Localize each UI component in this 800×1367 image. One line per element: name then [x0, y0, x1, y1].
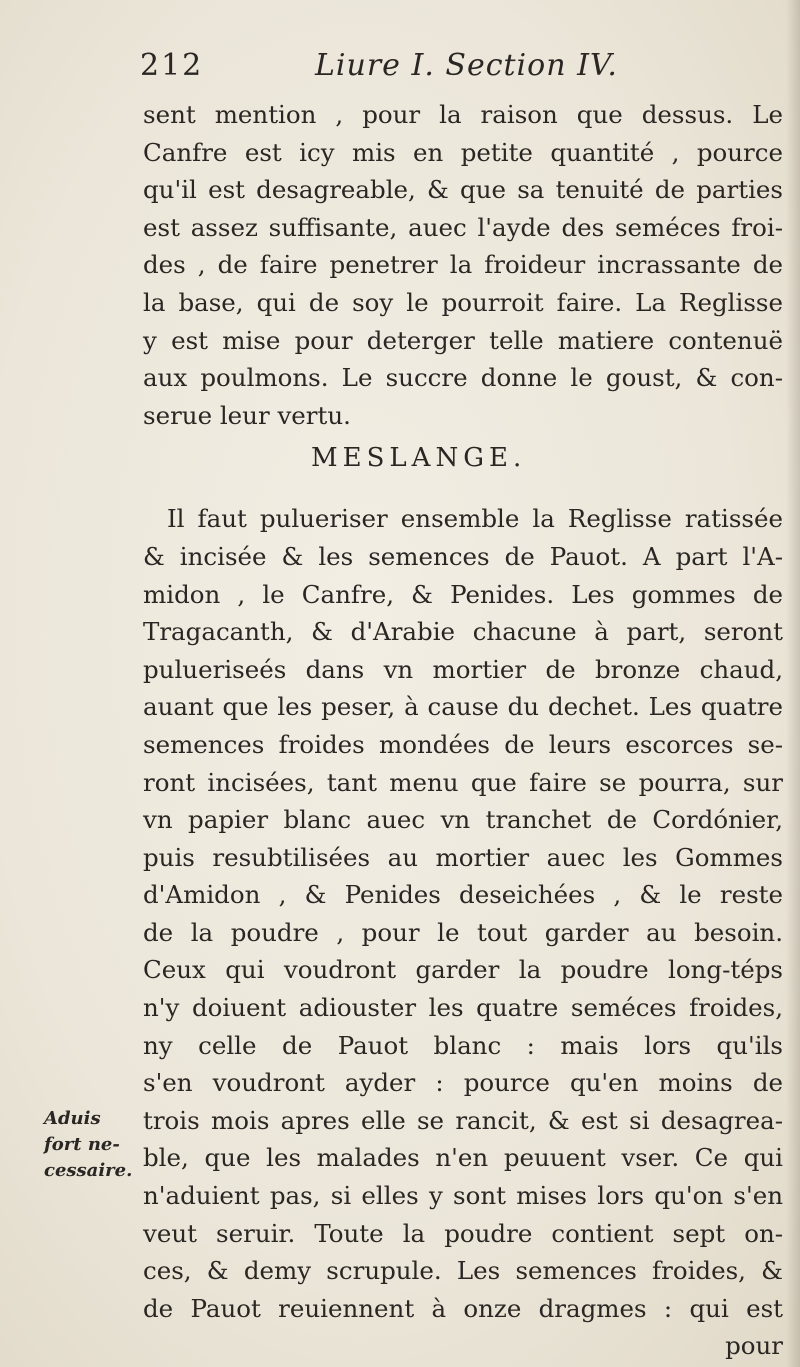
- text-line: veut seruir. Toute la poudre contient sept on-: [143, 1218, 783, 1248]
- text-line: vn papier blanc auec vn tranchet de Cordónier,: [143, 805, 783, 835]
- text-line: pulueriseés dans vn mortier de bronze chaud,: [143, 654, 783, 684]
- text-line: ront incisées, tant menu que faire se pourra, sur: [143, 767, 783, 797]
- page-edge-shadow: [786, 0, 800, 1367]
- catchword: pour: [725, 1331, 783, 1361]
- text-line: Ceux qui voudront garder la poudre long-téps: [143, 955, 783, 985]
- text-line: midon , le Canfre, & Penides. Les gommes de: [143, 579, 783, 609]
- text-line: n'y doiuent adiouster les quatre seméces froides,: [143, 993, 783, 1023]
- text-line: semences froides mondées de leurs escorces se-: [143, 729, 783, 759]
- text-line: des , de faire penetrer la froideur incrassante de: [143, 250, 783, 280]
- running-head: Liure I. Section IV.: [315, 48, 618, 83]
- text-line: trois mois apres elle se rancit, & est si desagrea-: [143, 1105, 783, 1135]
- text-line: serue leur vertu.: [143, 400, 351, 430]
- text-line: d'Amidon , & Penides deseichées , & le reste: [143, 880, 783, 910]
- text-line: ces, & demy scrupule. Les semences froides, &: [143, 1256, 783, 1286]
- text-line: & incisée & les semences de Pauot. A part l'A-: [143, 541, 783, 571]
- text-line: puis resubtilisées au mortier auec les Gommes: [143, 842, 783, 872]
- text-line: y est mise pour deterger telle matiere contenuë: [143, 325, 783, 355]
- text-line: de la poudre , pour le tout garder au besoin.: [143, 917, 783, 947]
- margin-note-line: Aduis: [44, 1108, 101, 1129]
- text-line: ny celle de Pauot blanc : mais lors qu'ils: [143, 1030, 783, 1060]
- text-line: est assez suffisante, auec l'ayde des seméces froi-: [143, 212, 783, 242]
- text-line: ble, que les malades n'en peuuent vser. Ce qui: [143, 1143, 783, 1173]
- text-line: sent mention , pour la raison que dessus. Le: [143, 100, 783, 129]
- text-line: qu'il est desagreable, & que sa tenuité de parties: [143, 175, 783, 205]
- text-line: de Pauot reuiennent à onze dragmes : qui est: [143, 1293, 783, 1323]
- text-line: aux poulmons. Le succre donne le goust, & con-: [143, 363, 783, 393]
- margin-note-line: cessaire.: [44, 1160, 133, 1181]
- text-line: Tragacanth, & d'Arabie chacune à part, seront: [143, 617, 783, 647]
- text-line: Canfre est icy mis en petite quantité , pource: [143, 137, 783, 167]
- page-number: 212: [140, 48, 204, 83]
- text-line: n'aduient pas, si elles y sont mises lors qu'on s'en: [143, 1181, 783, 1211]
- margin-note: [44, 1106, 139, 1184]
- margin-note-line: fort ne-: [44, 1134, 120, 1155]
- text-line: la base, qui de soy le pourroit faire. La Reglisse: [143, 287, 783, 317]
- section-heading: MESLANGE.: [311, 443, 527, 474]
- body-text: [143, 96, 783, 1365]
- text-line: s'en voudront ayder : pource qu'en moins de: [143, 1068, 783, 1098]
- page-header: [140, 48, 660, 92]
- text-line: Il faut pulueriser ensemble la Reglisse ratissée: [167, 504, 783, 534]
- text-line: auant que les peser, à cause du dechet. Les quatre: [143, 692, 783, 722]
